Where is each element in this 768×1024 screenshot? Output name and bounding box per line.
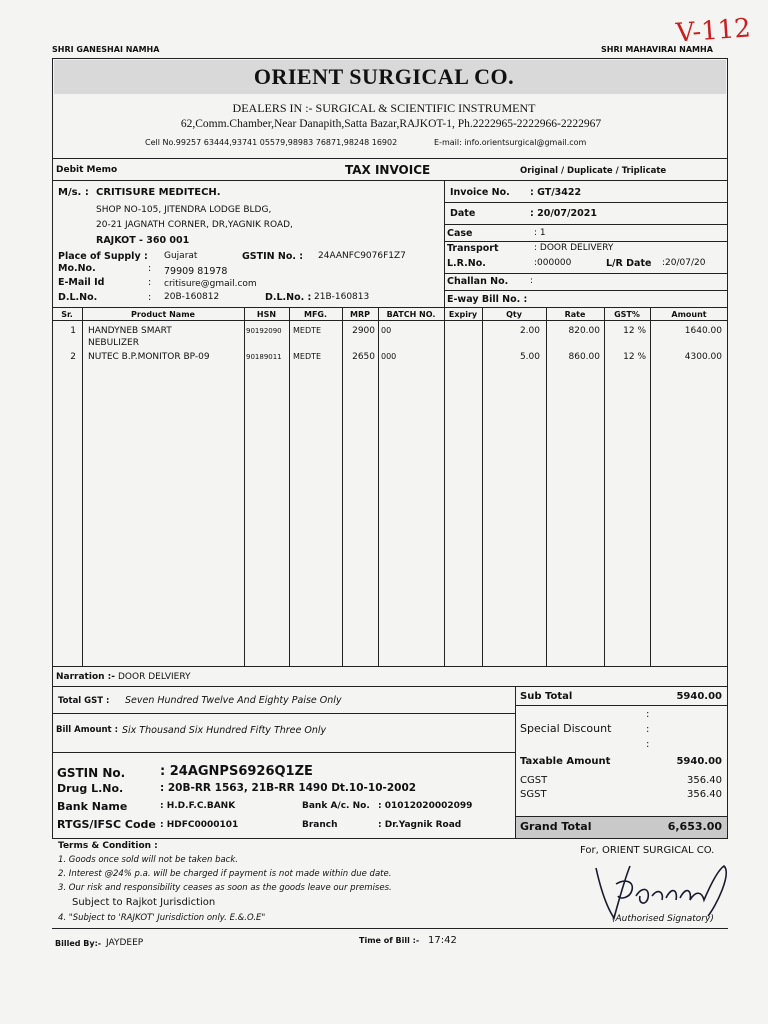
bill-amount-label: Bill Amount : xyxy=(56,725,118,735)
authorised-signatory: (Authorised Signatory) xyxy=(612,914,714,924)
rule xyxy=(444,290,728,291)
sgst-value: 356.40 xyxy=(687,789,722,800)
debit-memo: Debit Memo xyxy=(56,165,118,175)
mobile-number: 79909 81978 xyxy=(164,266,228,277)
header-qty: Qty xyxy=(506,310,522,319)
time-of-bill: 17:42 xyxy=(428,935,457,946)
special-discount-label: Special Discount xyxy=(520,722,612,735)
terms-title: Terms & Condition : xyxy=(58,841,158,851)
buyer-name: CRITISURE MEDITECH. xyxy=(96,187,221,198)
drug-license: : 20B-RR 1563, 21B-RR 1490 Dt.10-10-2002 xyxy=(160,782,417,794)
rule xyxy=(52,666,728,667)
row2-mrp: 2650 xyxy=(352,352,375,362)
row1-mfg: MEDTE xyxy=(293,326,322,335)
row1-rate: 820.00 xyxy=(568,326,600,336)
header-amount: Amount xyxy=(671,310,707,319)
row1-name: HANDYNEB SMART xyxy=(88,326,172,336)
challan-value: : xyxy=(530,276,534,286)
grand-total-value: 6,653.00 xyxy=(667,820,722,833)
row1-name-2: NEBULIZER xyxy=(88,338,139,348)
taxable-label: Taxable Amount xyxy=(520,756,611,767)
greeting-right: SHRI MAHAVIRAI NAMHA xyxy=(601,45,713,54)
place-of-supply-label: Place of Supply : xyxy=(58,251,148,262)
transport-value: : DOOR DELIVERY xyxy=(534,243,614,253)
rule xyxy=(52,307,728,308)
row2-qty: 5.00 xyxy=(519,352,540,362)
dl2-label: D.L.No. : xyxy=(265,292,312,303)
header-expiry: Expiry xyxy=(448,310,478,319)
bank-ac-label: Bank A/c. No. xyxy=(302,801,370,811)
subtotal-value: 5940.00 xyxy=(676,691,722,702)
rule xyxy=(515,705,728,706)
rule xyxy=(52,928,728,929)
buyer-address-1: SHOP NO-105, JITENDRA LODGE BLDG, xyxy=(96,205,272,215)
bank-name-label: Bank Name xyxy=(57,800,128,813)
lr-date-label: L/R Date xyxy=(606,258,652,269)
rule xyxy=(444,224,728,225)
rule xyxy=(52,158,728,159)
row2-batch: 000 xyxy=(381,352,397,361)
special-discount-colon-1: : xyxy=(646,709,650,720)
term-3: 3. Our risk and responsibility ceases as soon as the goods leave our premises. xyxy=(58,883,392,893)
header-mfg: MFG. xyxy=(303,310,328,319)
rule xyxy=(52,320,728,321)
place-of-supply: Gujarat xyxy=(164,251,198,261)
header-hsn: HSN xyxy=(256,310,277,319)
drug-license-label: Drug L.No. xyxy=(57,782,124,795)
row2-amount: 4300.00 xyxy=(684,352,722,362)
invoice-date: : 20/07/2021 xyxy=(530,208,597,219)
rule xyxy=(52,180,728,181)
rule xyxy=(444,202,728,203)
header-batch: BATCH NO. xyxy=(386,310,436,319)
taxable-value: 5940.00 xyxy=(676,756,722,767)
row1-batch: 00 xyxy=(381,326,392,335)
greeting-left: SHRI GANESHAI NAMHA xyxy=(52,45,160,54)
cgst-label: CGST xyxy=(520,775,548,786)
subtotal-label: Sub Total xyxy=(520,691,573,702)
rule xyxy=(52,838,728,839)
row1-gst: 12 % xyxy=(623,326,646,336)
company-name: ORIENT SURGICAL CO. xyxy=(253,64,515,89)
row1-amount: 1640.00 xyxy=(684,326,722,336)
billed-by: JAYDEEP xyxy=(106,938,144,948)
buyer-email: critisure@gmail.com xyxy=(164,279,257,289)
rule xyxy=(52,752,515,753)
buyer-address-2: 20-21 JAGNATH CORNER, DR,YAGNIK ROAD, xyxy=(96,220,293,230)
grand-total-label: Grand Total xyxy=(520,820,592,833)
bank-name: : H.D.F.C.BANK xyxy=(160,801,236,811)
lr-label: L.R.No. xyxy=(447,258,486,269)
term-4: 4. "Subject to 'RAJKOT' Jurisdiction only. E.&.O.E" xyxy=(58,913,266,923)
narration-label: Narration :- xyxy=(56,672,116,682)
rule xyxy=(444,273,728,274)
dl-colon: : xyxy=(148,292,152,303)
rule xyxy=(444,241,728,242)
buyer-city: RAJKOT - 360 001 xyxy=(96,235,190,246)
cell-numbers: Cell No.99257 63444,93741 05579,98983 76871,98248 16902 xyxy=(145,138,398,147)
invoice-no: : GT/3422 xyxy=(530,187,582,198)
ifsc-code: : HDFC0000101 xyxy=(160,820,239,830)
dealers-line: DEALERS IN :- SURGICAL & SCIENTIFIC INSTRUMENT xyxy=(232,101,536,115)
buyer-gstin-label: GSTIN No. : xyxy=(242,251,304,262)
header-mrp: MRP xyxy=(350,310,370,319)
dl-label: D.L.No. xyxy=(58,292,98,303)
special-discount-colon-3: : xyxy=(646,739,650,750)
billed-by-label: Billed By:- xyxy=(55,939,102,948)
sgst-label: SGST xyxy=(520,789,547,800)
branch: : Dr.Yagnik Road xyxy=(378,820,462,830)
rule xyxy=(52,713,515,714)
case-label: Case xyxy=(447,228,473,239)
narration-value: DOOR DELVIERY xyxy=(118,672,191,682)
rule xyxy=(444,180,445,308)
bill-amount-words: Six Thousand Six Hundred Fifty Three Only xyxy=(122,725,327,736)
seller-gstin: : 24AGNPS6926Q1ZE xyxy=(160,764,313,779)
term-2: 2. Interest @24% p.a. will be charged if payment is not made within due date. xyxy=(58,869,392,879)
company-address: 62,Comm.Chamber,Near Danapith,Satta Bazar,RAJKOT-1, Ph.2222965-2222966-2222967 xyxy=(180,118,602,130)
for-company: For, ORIENT SURGICAL CO. xyxy=(580,845,715,856)
challan-label: Challan No. xyxy=(447,276,509,287)
case-value: : 1 xyxy=(534,228,546,238)
transport-label: Transport xyxy=(447,243,499,254)
row1-hsn: 90192090 xyxy=(246,327,282,335)
buyer-dl-2: 21B-160813 xyxy=(314,292,370,302)
company-email: E-mail: info.orientsurgical@gmail.com xyxy=(434,138,587,147)
term-1: 1. Goods once sold will not be taken back. xyxy=(58,855,238,865)
email-label: E-Mail Id xyxy=(58,277,105,288)
row2-sr: 2 xyxy=(70,352,76,362)
total-gst-words: Seven Hundred Twelve And Eighty Paise Only xyxy=(125,695,342,706)
lr-value: :000000 xyxy=(534,258,572,268)
invoice-no-label: Invoice No. xyxy=(450,187,510,198)
branch-label: Branch xyxy=(302,820,338,830)
row1-sr: 1 xyxy=(70,326,76,336)
ifsc-label: RTGS/IFSC Code xyxy=(57,818,156,831)
rule xyxy=(52,686,728,687)
header-product: Product Name xyxy=(131,310,195,319)
row2-name: NUTEC B.P.MONITOR BP-09 xyxy=(88,352,210,362)
time-label: Time of Bill :- xyxy=(359,936,420,945)
row1-mrp: 2900 xyxy=(352,326,375,336)
term-3b: Subject to Rajkot Jurisdiction xyxy=(72,897,216,908)
row1-qty: 2.00 xyxy=(519,326,540,336)
bank-ac: : 01012020002099 xyxy=(378,801,473,811)
row2-hsn: 90189011 xyxy=(246,353,282,361)
header-sr: Sr. xyxy=(61,310,73,319)
eway-label: E-way Bill No. : xyxy=(447,294,528,305)
seller-gstin-label: GSTIN No. xyxy=(57,766,126,780)
date-label: Date xyxy=(450,208,476,219)
row2-mfg: MEDTE xyxy=(293,352,322,361)
handwritten-ref: V-112 xyxy=(675,13,752,49)
buyer-dl-1: 20B-160812 xyxy=(164,292,220,302)
lr-date: :20/07/20 xyxy=(662,258,706,268)
email-colon: : xyxy=(148,277,152,288)
mobile-label: Mo.No. xyxy=(58,263,96,274)
header-rate: Rate xyxy=(564,310,586,319)
row2-gst: 12 % xyxy=(623,352,646,362)
special-discount-colon-2: : xyxy=(646,724,650,735)
ms-label: M/s. : xyxy=(58,187,89,198)
mobile-colon: : xyxy=(148,263,152,274)
header-gst: GST% xyxy=(614,310,640,319)
row2-rate: 860.00 xyxy=(568,352,600,362)
cgst-value: 356.40 xyxy=(687,775,722,786)
buyer-gstin: 24AANFC9076F1Z7 xyxy=(318,251,406,261)
copy-type: Original / Duplicate / Triplicate xyxy=(520,166,667,176)
total-gst-label: Total GST : xyxy=(58,696,110,706)
tax-invoice-title: TAX INVOICE xyxy=(345,163,431,177)
